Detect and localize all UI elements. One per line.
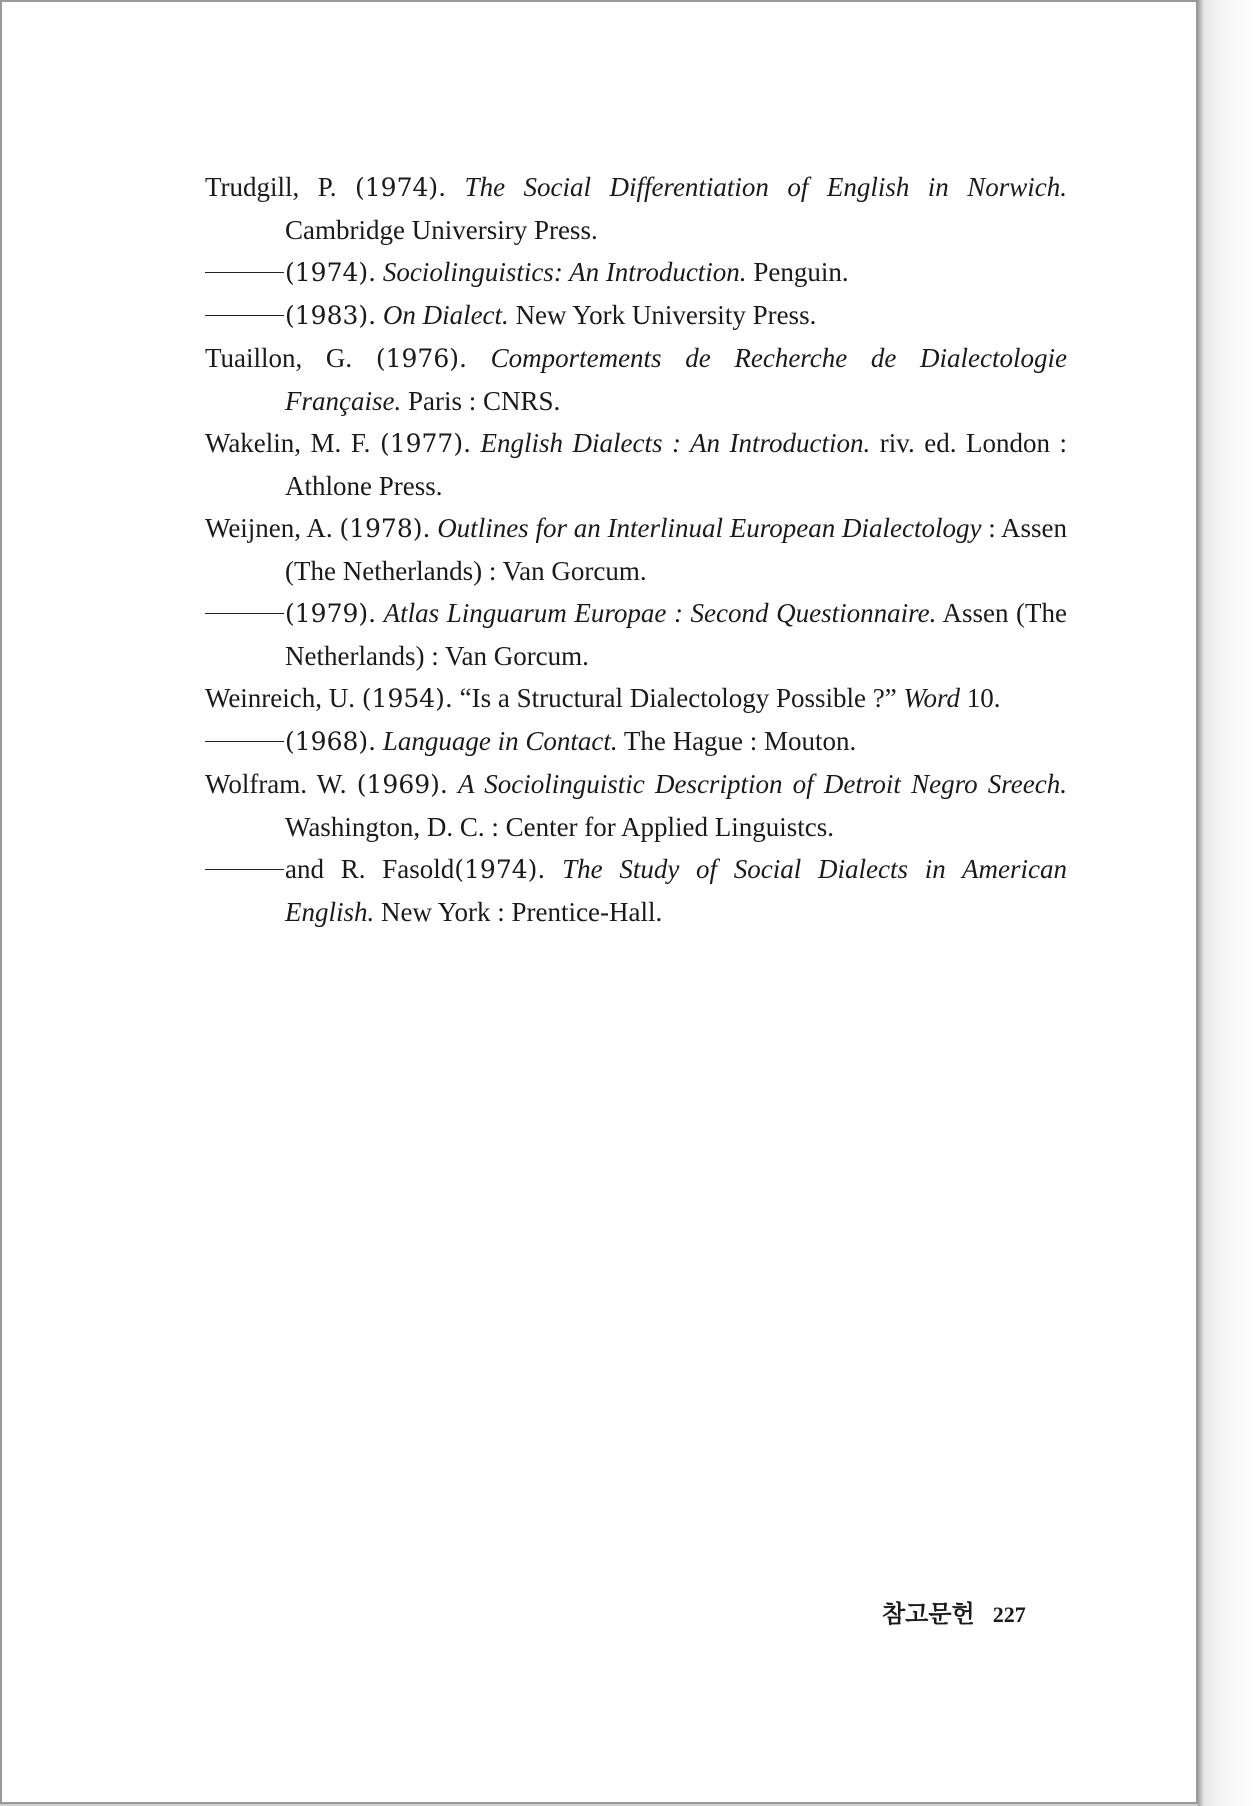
reference-list — [205, 166, 1067, 933]
journal: Word — [903, 683, 961, 713]
title: Outlines for an Interlinual European Dialectology — [437, 513, 982, 543]
year: (1974). — [285, 258, 377, 287]
author: Weijnen, A. — [205, 513, 333, 543]
author: Wolfram. W. — [205, 769, 347, 799]
reference-entry — [205, 592, 1067, 677]
year: (1978). — [339, 514, 431, 543]
publisher: riv. ed. London : Athlone Press. — [285, 428, 1068, 501]
year: (1983). — [285, 301, 377, 330]
ditto-dash — [205, 741, 284, 742]
title: On Dialect. — [382, 300, 509, 330]
title: A Sociolinguistic Description of Detroit Negro Sreech. — [458, 769, 1068, 799]
publisher: The Hague : Mouton. — [623, 726, 857, 756]
title: Sociolinguistics: An Introduction. — [382, 257, 747, 287]
author: and R. Fasold — [285, 854, 455, 884]
publisher: Assen (The Netherlands) : Van Gorcum. — [285, 598, 1068, 671]
year: (1979). — [285, 599, 377, 628]
publisher: New York : Prentice-Hall. — [381, 897, 663, 927]
title: Atlas Linguarum Europae : Second Questionnaire. — [383, 598, 937, 628]
title: Language in Contact. — [382, 726, 618, 756]
author: Weinreich, U. — [205, 683, 356, 713]
article-title: “Is a Structural Dialectology Possible ?” — [459, 683, 897, 713]
reference-entry — [205, 720, 1067, 763]
publisher: Cambridge Universiry Press. — [285, 215, 598, 245]
page-footer — [882, 1594, 1026, 1629]
reference-entry — [205, 848, 1067, 933]
reference-entry — [205, 166, 1067, 251]
reference-entry — [205, 251, 1067, 294]
title: The Social Differentiation of English in Norwich. — [464, 172, 1068, 202]
title: Comportements de Recherche de Dialectologie Française. — [285, 343, 1068, 416]
publisher: Washington, D. C. : Center for Applied Linguistcs. — [285, 812, 835, 842]
reference-entry — [205, 507, 1067, 592]
ditto-dash — [205, 315, 284, 316]
year: (1968). — [285, 727, 377, 756]
volume: 10. — [966, 683, 1001, 713]
publisher: Paris : CNRS. — [407, 386, 561, 416]
author: Tuaillon, G. — [205, 343, 353, 373]
author: Trudgill, P. — [205, 172, 337, 202]
year: (1974). — [355, 173, 447, 202]
publisher: : Assen (The Netherlands) : Van Gorcum. — [285, 513, 1067, 586]
year: (1974). — [454, 855, 546, 884]
reference-entry — [205, 294, 1067, 337]
title: English Dialects : An Introduction. — [480, 428, 871, 458]
page-number: 227 — [992, 1602, 1026, 1627]
ditto-dash — [205, 613, 284, 614]
ditto-dash — [205, 869, 284, 870]
reference-entry — [205, 337, 1067, 422]
reference-entry — [205, 763, 1067, 848]
year: (1977). — [379, 429, 472, 458]
page-edge-shadow — [1198, 0, 1257, 1806]
running-section-title: 참고문헌 — [882, 1600, 975, 1628]
reference-entry — [205, 677, 1067, 720]
ditto-dash — [205, 272, 284, 273]
year: (1954). — [361, 684, 453, 713]
reference-entry — [205, 422, 1067, 507]
year: (1976). — [375, 344, 467, 373]
author: Wakelin, M. F. — [205, 428, 371, 458]
publisher: Penguin. — [753, 257, 849, 287]
year: (1969). — [356, 770, 448, 799]
title: The Study of Social Dialects in American English. — [285, 854, 1067, 927]
publisher: New York University Press. — [515, 300, 817, 330]
